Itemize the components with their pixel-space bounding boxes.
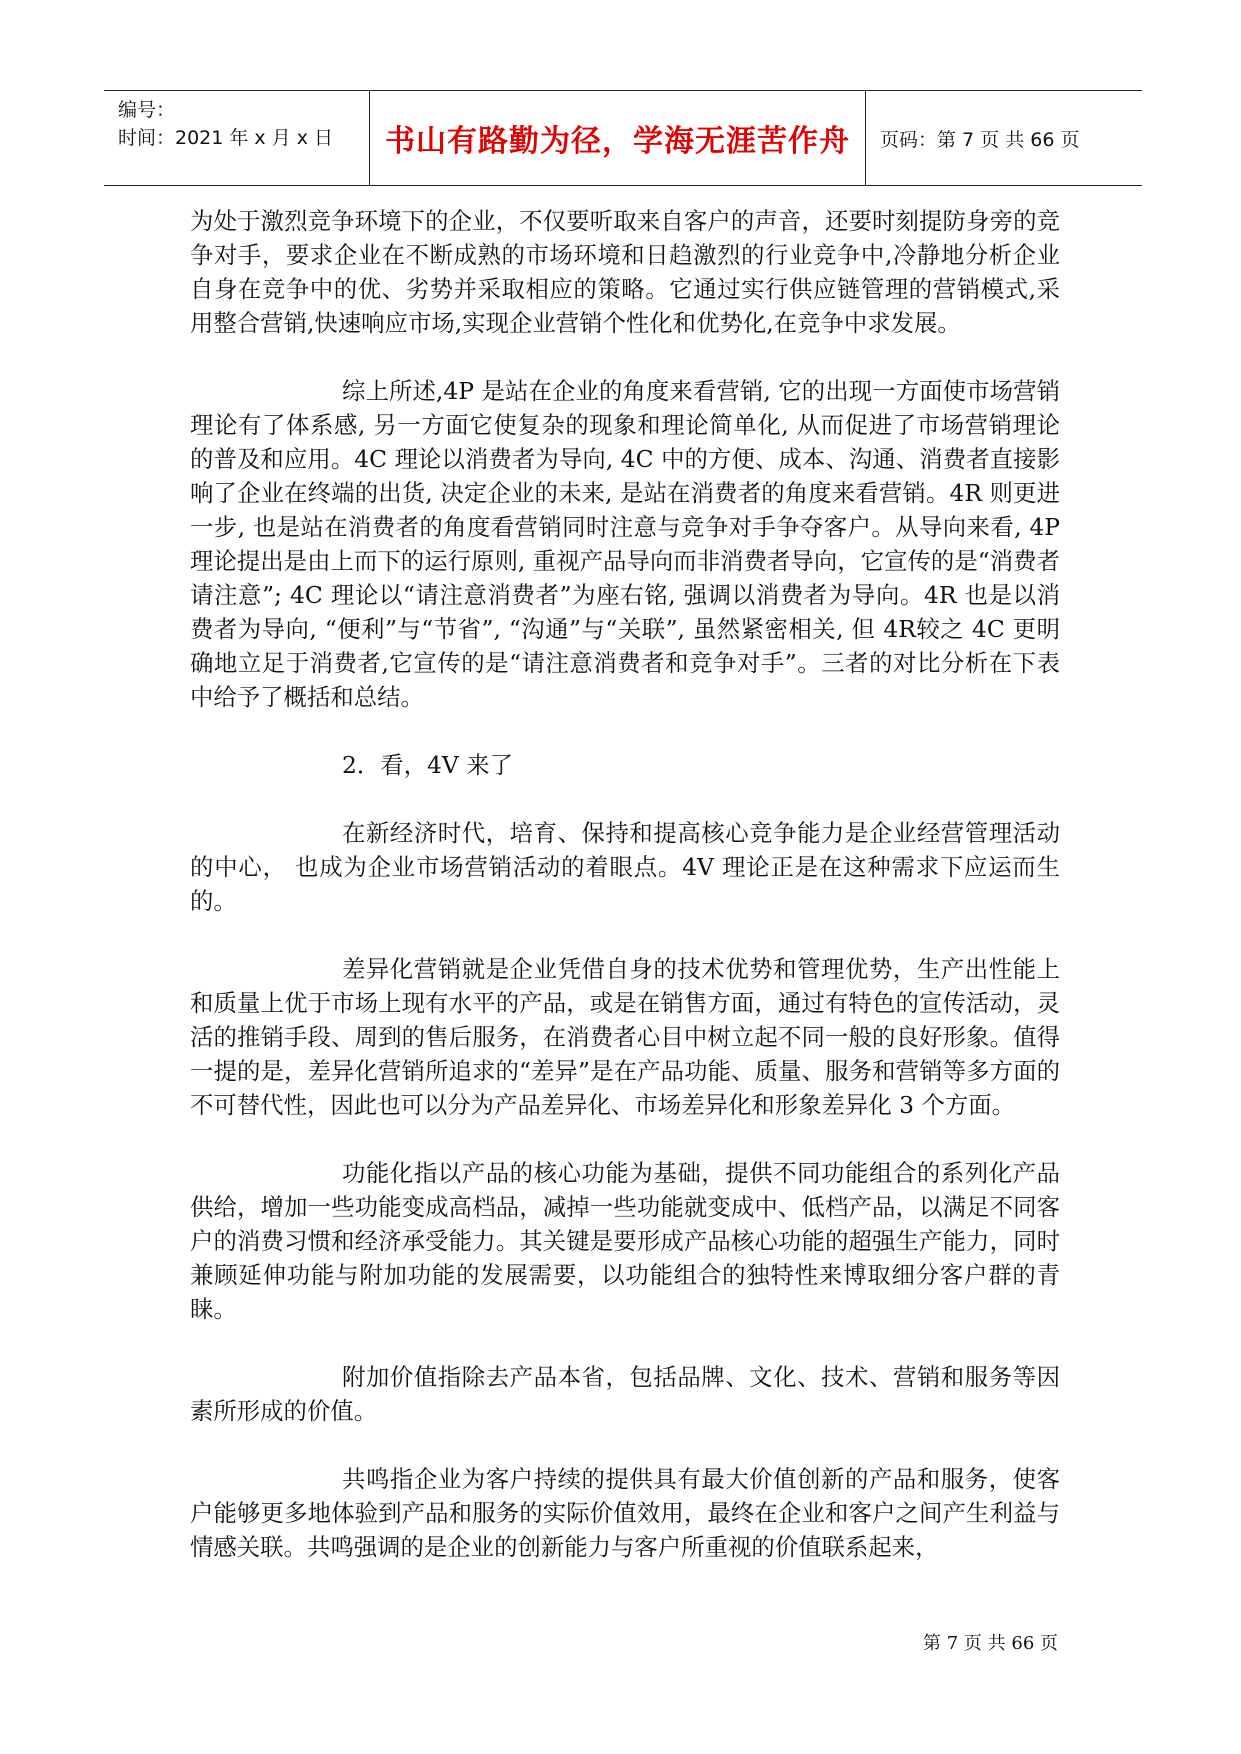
paragraph-functionality: 功能化指以产品的核心功能为基础，提供不同功能组合的系列化产品供给，增加一些功能变成高档品，减掉一些功能就变成中、低档产品，以满足不同客户的消费习惯和经济承受能力。其关键是要形成产品核心功能的超强生产能力，同时兼顾延伸功能与附加功能的发展需要，以功能组合的独特性来博取细分客户群的青睐。 (190, 1159, 1060, 1323)
paragraph-summary: 综上所述,4P 是站在企业的角度来看营销, 它的出现一方面使市场营销理论有了体系感, 另一方面它使复杂的现象和理论简单化, 从而促进了市场营销理论的普及和应用。4C 理论以消费者为导向, 4C 中的方便、成本、沟通、消费者直接影响了企业在终端的出货, 决定企业的未来, 是站在消费者的角度来看营销。4R 则更进一步, 也是站在消费者的角度看营销同时注意与竞争对手争夺客户。从导向来看, 4P 理论提出是由上而下的运行原则, 重视产品导向而非消费者导向，它宣传的是“消费者请注意”; 4C 理论以“请注意消费者”为座右铭, 强调以消费者为导向。4R 也是以消费者为导向, “便利”与“节省”, “沟通”与“关联”, 虽然紧密相关, 但 4R较之 4C 更明确地立足于消费者,它宣传的是“请注意消费者和竞争对手”。三者的对比分析在下表中给予了概括和总结。 (190, 377, 1060, 711)
document-body (190, 204, 1060, 1598)
paragraph-resonance: 共鸣指企业为客户持续的提供具有最大价值创新的产品和服务，使客户能够更多地体验到产品和服务的实际价值效用，最终在企业和客户之间产生利益与情感关联。共鸣强调的是企业的创新能力与客户所重视的价值联系起来， (190, 1465, 1060, 1561)
header-page-cell (866, 91, 1142, 185)
page-header (104, 90, 1142, 186)
paragraph-differentiation: 差异化营销就是企业凭借自身的技术优势和管理优势，生产出性能上和质量上优于市场上现有水平的产品，或是在销售方面，通过有特色的宣传活动，灵活的推销手段、周到的售后服务，在消费者心目中树立起不同一般的良好形象。值得一提的是，差异化营销所追求的“差异”是在产品功能、质量、服务和营销等多方面的不可替代性，因此也可以分为产品差异化、市场差异化和形象差异化 3 个方面。 (190, 955, 1060, 1119)
document-number-label: 编号： (118, 99, 176, 121)
paragraph-new-economy: 在新经济时代，培育、保持和提高核心竞争能力是企业经营管理活动的中心， 也成为企业市场营销活动的着眼点。4V 理论正是在这种需求下应运而生的。 (190, 819, 1060, 915)
paragraph-competition: 为处于激烈竞争环境下的企业，不仅要听取来自客户的声音，还要时刻提防身旁的竞争对手，要求企业在不断成熟的市场环境和日趋激烈的行业竞争中,冷静地分析企业自身在竞争中的优、劣势并采取相应的策略。它通过实行供应链管理的营销模式,采用整合营销,快速响应市场,实现企业营销个性化和优势化,在竞争中求发展。 (190, 207, 1060, 337)
header-page-label: 页码：第 7 页 共 66 页 (880, 128, 1080, 151)
paragraph-added-value: 附加价值指除去产品本省，包括品牌、文化、技术、营销和服务等因素所形成的价值。 (190, 1363, 1060, 1425)
header-info-cell (104, 91, 369, 185)
document-time-label: 时间：2021 年 x 月 x 日 (118, 127, 334, 149)
page-footer: 第 7 页 共 66 页 (923, 1633, 1058, 1654)
section-heading-4v: 2．看，4V 来了 (342, 751, 514, 779)
header-motto: 书山有路勤为径，学海无涯苦作舟 (369, 91, 866, 185)
